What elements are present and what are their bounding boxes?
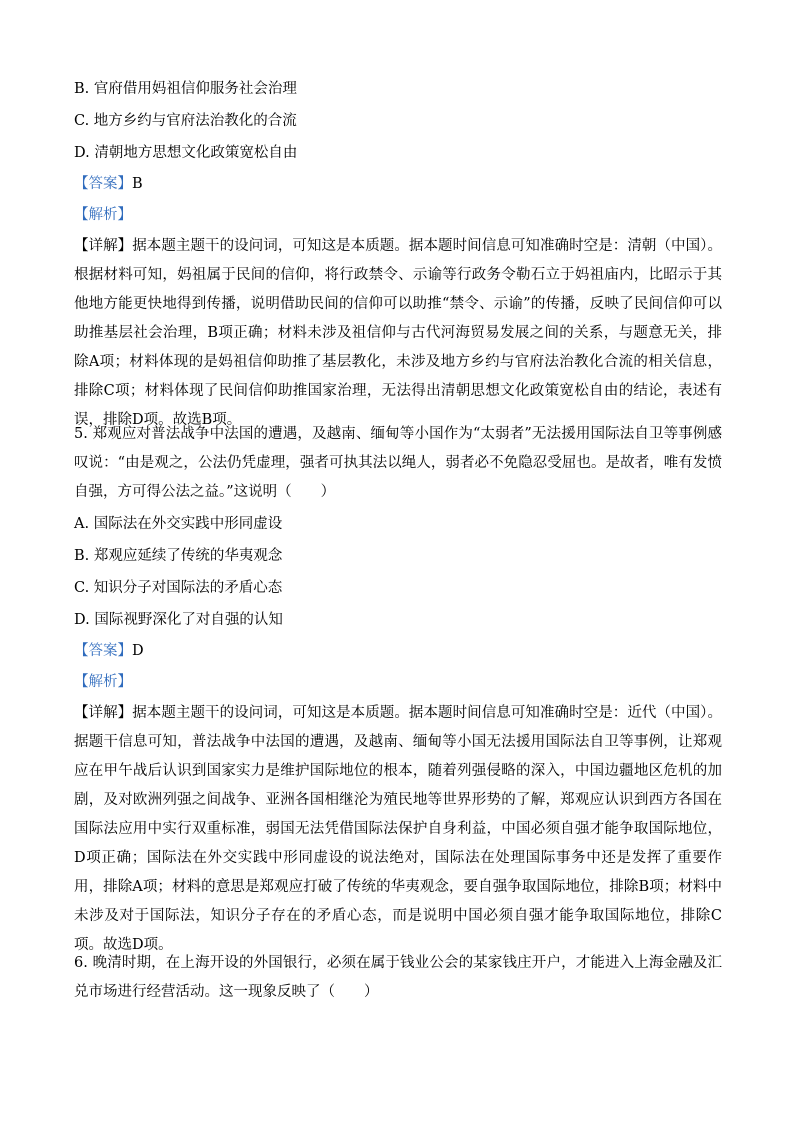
q5-analysis-heading [74,672,724,692]
answer-value: D [132,643,144,659]
q4-detail-paragraph [74,232,722,435]
analysis-tag: 【解析】 [74,674,132,690]
answer-tag: 【答案】 [74,643,132,659]
q4-option-c: C. 地方乡约与官府法治教化的合流 [74,113,297,129]
detail-tag: 【详解】 [74,238,133,254]
q4-option-d: D. 清朝地方思想文化政策宽松自由 [74,145,298,161]
q4-answer [74,174,724,194]
detail-tag: 【详解】 [74,705,133,721]
q5-option-a: A. 国际法在外交实践中形同虚设 [74,516,283,532]
q5-detail-paragraph [74,699,722,960]
analysis-tag: 【解析】 [74,207,132,223]
q5-option-d: D. 国际视野深化了对自强的认知 [74,612,283,628]
q5-option-c: C. 知识分子对国际法的矛盾心态 [74,580,283,596]
q6-stem: 6. 晚清时期，在上海开设的外国银行，必须在属于钱业公会的某家钱庄开户，才能进入上海金融及汇兑市场进行经营活动。这一现象反映了（ ） [74,955,722,1000]
detail-text: 据本题主题干的设问词，可知这是本质题。据本题时间信息可知准确时空是：清朝（中国）。根据材料可知，妈祖属于民间的信仰，将行政禁令、示谕等行政务令勒石立于妈祖庙内，比昭示于其他地方能更快地得到传播，说明借助民间的信仰可以助推“禁令、示谕”的传播，反映了民间信仰可以助推基层社会治理，B项正确；材料未涉及祖信仰与古代河海贸易发展之间的关系，与题意无关，排除A项；材料体现的是妈祖信仰助推了基层教化，未涉及地方乡约与官府法治教化合流的相关信息，排除C项；材料体现了民间信仰助推国家治理，无法得出清朝思想文化政策宽松自由的结论，表述有误，排除D项。故选B项。 [74,238,722,428]
q5-option-b: B. 郑观应延续了传统的华夷观念 [74,548,283,564]
answer-tag: 【答案】 [74,176,132,192]
q4-option-b: B. 官府借用妈祖信仰服务社会治理 [74,81,297,97]
q5-answer [74,641,724,661]
q4-analysis-heading [74,205,724,225]
detail-text: 据本题主题干的设问词，可知这是本质题。据本题时间信息可知准确时空是：近代（中国）。据题干信息可知，普法战争中法国的遭遇，及越南、缅甸等小国无法援用国际法自卫等事例，让郑观应在甲午战后认识到国家实力是维护国际地位的根本，随着列强侵略的深入，中国边疆地区危机的加剧，及对欧洲列强之间战争、亚洲各国相继沦为殖民地等世界形势的了解，郑观应认识到西方各国在国际法应用中实行双重标准，弱国无法凭借国际法保护自身利益，中国必须自强才能争取国际地位，D项正确；国际法在外交实践中形同虚设的说法绝对，国际法在处理国际事务中还是发挥了重要作用，排除A项；材料的意思是郑观应打破了传统的华夷观念，要自强争取国际地位，排除B项；材料中未涉及对于国际法，知识分子存在的矛盾心态，而是说明中国必须自强才能争取国际地位，排除C项。故选D项。 [74,705,722,953]
q5-stem: 5. 郑观应对普法战争中法国的遭遇，及越南、缅甸等小国作为“太弱者”无法援用国际法自卫等事例感叹说：“由是观之，公法仍凭虚理，强者可执其法以绳人，弱者必不免隐忍受屈也。是故者，唯有发愤自强，方可得公法之益。”这说明（ ） [74,426,722,500]
answer-value: B [132,176,143,192]
